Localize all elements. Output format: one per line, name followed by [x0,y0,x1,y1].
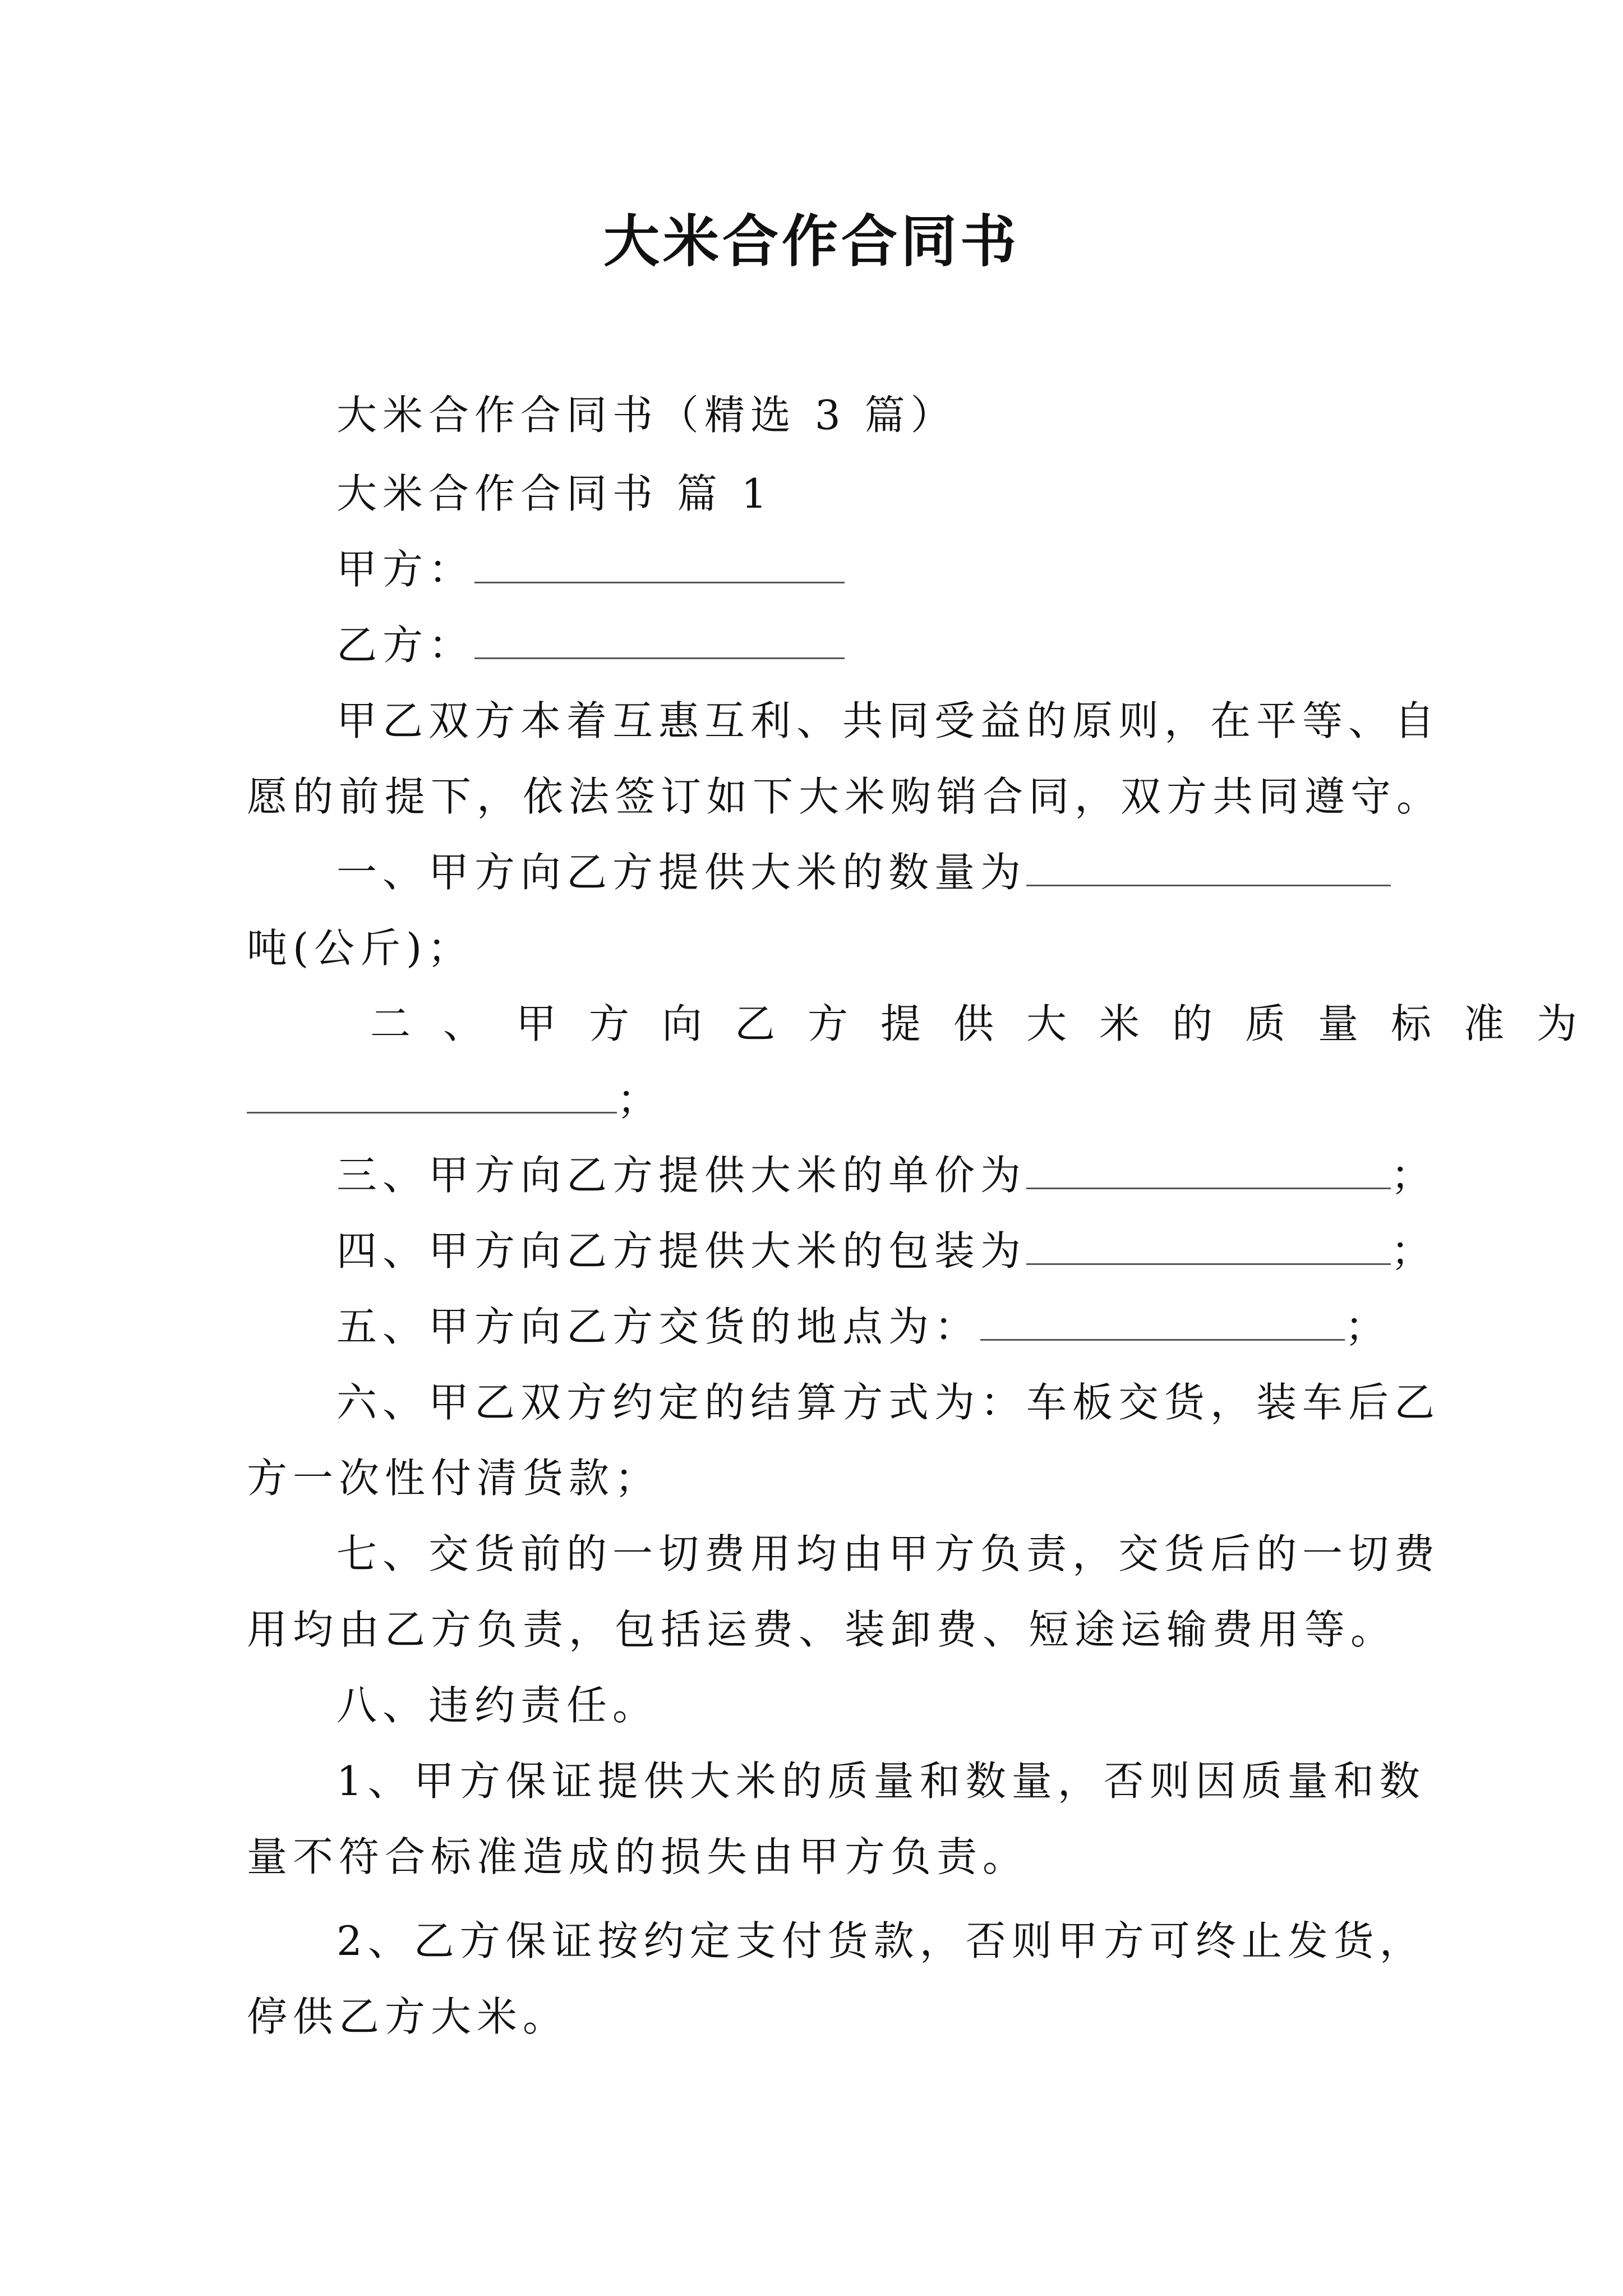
party-a-label: 甲方： [336,546,475,593]
clause-7-line2: 用均由乙方负责，包括运费、装卸费、短途运输费用等。 [247,1606,1397,1653]
intro-paragraph-line2: 愿的前提下，依法签订如下大米购销合同，双方共同遵守。 [247,773,1443,820]
clause-6-line2: 方一次性付清货款； [247,1455,661,1502]
party-a-line [336,541,845,597]
sub-clause-2-line1: 2、乙方保证按约定支付货款，否则甲方可终止发货， [336,1917,1426,1964]
clause-5-text: 五、甲方向乙方交货的地点为： [336,1303,981,1350]
clause-3-end: ； [1391,1152,1437,1199]
clause-5-blank [980,1299,1345,1341]
sub-clause-2-line2: 停供乙方大米。 [247,1993,569,2040]
clause-4-line [336,1223,1437,1279]
clause-4-blank [1026,1223,1391,1265]
sub-clause-1-line1: 1、甲方保证提供大米的质量和数量，否则因质量和数 [336,1757,1426,1805]
clause-2-blank [247,1071,617,1114]
clause-4-text: 四、甲方向乙方提供大米的包装为 [336,1227,1027,1274]
clause-5-line [336,1299,1391,1355]
clause-4-end: ； [1391,1227,1437,1274]
clause-3-line [336,1147,1437,1203]
clause-5-end: ； [1345,1303,1391,1350]
clause-1-blank [1026,844,1391,886]
party-b-line [336,617,845,673]
document-subtitle: 大米合作合同书（精选 3 篇） [336,392,957,439]
clause-3-text: 三、甲方向乙方提供大米的单价为 [336,1152,1027,1199]
party-b-label: 乙方： [336,622,475,669]
clause-1-line1 [336,844,1391,900]
clause-2-end: ； [617,1076,663,1123]
intro-paragraph-line1: 甲乙双方本着互惠互利、共同受益的原则，在平等、自 [336,697,1441,744]
clause-2-line1: 二、甲方向乙方提供大米的质量标准为 [370,1000,1610,1047]
party-a-blank [474,541,845,583]
clause-1-line2: 吨(公斤)； [247,924,474,972]
clause-7-line1: 七、交货前的一切费用均由甲方负责，交货后的一切费 [336,1530,1441,1577]
section-heading: 大米合作合同书 篇 1 [336,470,773,517]
clause-8-heading: 八、违约责任。 [336,1682,659,1729]
party-b-blank [474,617,845,659]
clause-3-blank [1026,1147,1391,1189]
document-title: 大米合作合同书 [603,208,1020,274]
clause-1-text: 一、甲方向乙方提供大米的数量为 [336,849,1027,896]
clause-2-line2 [247,1071,663,1128]
sub-clause-1-line2: 量不符合标准造成的损失由甲方负责。 [247,1833,1029,1880]
clause-6-line1: 六、甲乙双方约定的结算方式为：车板交货，装车后乙 [336,1379,1441,1426]
